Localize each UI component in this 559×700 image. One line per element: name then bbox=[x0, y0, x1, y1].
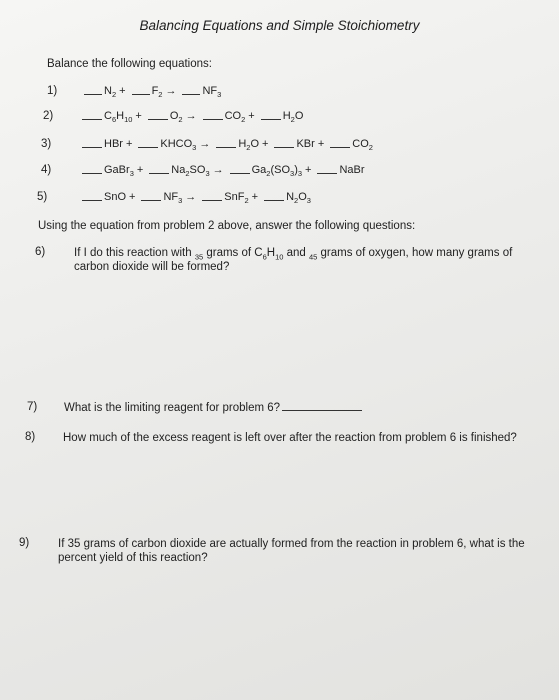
coefficient-blank[interactable] bbox=[182, 94, 200, 95]
coefficient-blank[interactable] bbox=[82, 119, 102, 120]
coefficient-blank[interactable] bbox=[82, 200, 102, 201]
plus-symbol: + bbox=[125, 138, 133, 150]
equation-number: 3) bbox=[41, 138, 52, 150]
chemical-formula: $Ga_2(SO_3)_3$ bbox=[251, 164, 303, 179]
answer-line bbox=[282, 410, 362, 411]
equation-number: 1) bbox=[47, 85, 58, 97]
chemical-formula: SnF$_2$ bbox=[224, 191, 249, 206]
question-number: 7) bbox=[27, 401, 38, 413]
chemical-formula: $H_2O$ bbox=[282, 110, 304, 125]
page-title: Balancing Equations and Simple Stoichiometry bbox=[139, 18, 420, 33]
equation bbox=[80, 138, 376, 153]
plus-symbol: + bbox=[119, 85, 126, 97]
coefficient-blank[interactable] bbox=[261, 119, 281, 120]
coefficient-blank[interactable] bbox=[202, 200, 222, 201]
plus-symbol: + bbox=[305, 164, 312, 176]
chemical-formula: $C_6H_{10}$ bbox=[104, 110, 133, 125]
question-number: 8) bbox=[25, 431, 36, 443]
coefficient-blank[interactable] bbox=[132, 94, 150, 95]
chemical-formula: NaBr bbox=[339, 164, 365, 176]
coefficient-blank[interactable] bbox=[330, 147, 350, 148]
using-instruction: Using the equation from problem 2 above, answer the following questions: bbox=[38, 220, 416, 232]
arrow-symbol: → bbox=[185, 191, 197, 203]
chemical-formula: SnO bbox=[104, 191, 127, 203]
coefficient-blank[interactable] bbox=[82, 147, 102, 148]
equation-number: 4) bbox=[41, 164, 52, 176]
plus-symbol: + bbox=[317, 138, 325, 150]
arrow-symbol: → bbox=[212, 164, 224, 176]
question-text bbox=[64, 401, 404, 415]
chemical-formula: $Na_2SO_3$ bbox=[171, 164, 210, 179]
coefficient-blank[interactable] bbox=[274, 147, 294, 148]
coefficient-blank[interactable] bbox=[230, 173, 250, 174]
chemical-formula: $NF_3$ bbox=[202, 85, 222, 100]
coefficient-blank[interactable] bbox=[84, 94, 102, 95]
coefficient-blank[interactable] bbox=[82, 173, 102, 174]
instruction-text: Balance the following equations: bbox=[47, 58, 212, 70]
plus-symbol: + bbox=[248, 110, 255, 122]
equation bbox=[80, 164, 368, 179]
equation-number: 2) bbox=[43, 110, 54, 122]
question-number: 6) bbox=[35, 246, 46, 258]
plus-symbol: + bbox=[129, 191, 136, 203]
chemical-formula: KBr bbox=[296, 138, 315, 150]
plus-symbol: + bbox=[251, 191, 259, 203]
chemical-formula: HBr bbox=[104, 138, 123, 150]
question-text: If 35 grams of carbon dioxide are actually formed from the reaction in problem 6, what is the percent yield of this reaction? bbox=[58, 538, 525, 564]
plus-symbol: + bbox=[135, 110, 142, 122]
coefficient-blank[interactable] bbox=[138, 147, 158, 148]
question-text: How much of the excess reagent is left over after the reaction from problem 6 is finished? bbox=[63, 432, 517, 444]
coefficient-blank[interactable] bbox=[148, 119, 168, 120]
equation bbox=[80, 110, 306, 125]
question-label: What is the limiting reagent for problem 6? bbox=[64, 402, 281, 414]
chemical-formula: $KHCO_3$ bbox=[160, 138, 197, 153]
question-text: If I do this reaction with $_{35}$ grams of $C_6H_{10}$ and $_{45}$ grams of oxygen, how many grams of carbon dioxide will be formed? bbox=[74, 247, 513, 273]
chemical-formula: $O_2$ bbox=[169, 110, 183, 125]
chemical-formula: $CO_2$ bbox=[352, 138, 373, 153]
arrow-symbol: → bbox=[165, 85, 177, 97]
chemical-formula: $N_2$ bbox=[104, 85, 117, 100]
plus-symbol: + bbox=[262, 138, 269, 150]
coefficient-blank[interactable] bbox=[149, 173, 169, 174]
equation bbox=[82, 85, 224, 100]
chemical-formula: $NF_3$ bbox=[163, 191, 183, 206]
question-number: 9) bbox=[19, 537, 30, 549]
equation bbox=[80, 191, 314, 206]
chemical-formula: $F_2$ bbox=[151, 85, 163, 100]
coefficient-blank[interactable] bbox=[317, 173, 337, 174]
equation-number: 5) bbox=[37, 191, 48, 203]
plus-symbol: + bbox=[136, 164, 144, 176]
arrow-symbol: → bbox=[199, 138, 211, 150]
chemical-formula: $N_2O_3$ bbox=[286, 191, 311, 206]
coefficient-blank[interactable] bbox=[203, 119, 223, 120]
coefficient-blank[interactable] bbox=[216, 147, 236, 148]
chemical-formula: $CO_2$ bbox=[224, 110, 246, 125]
arrow-symbol: → bbox=[185, 110, 197, 122]
chemical-formula: GaBr$_3$ bbox=[104, 164, 134, 179]
coefficient-blank[interactable] bbox=[264, 200, 284, 201]
chemical-formula: $H_2O$ bbox=[238, 138, 260, 153]
coefficient-blank[interactable] bbox=[141, 200, 161, 201]
